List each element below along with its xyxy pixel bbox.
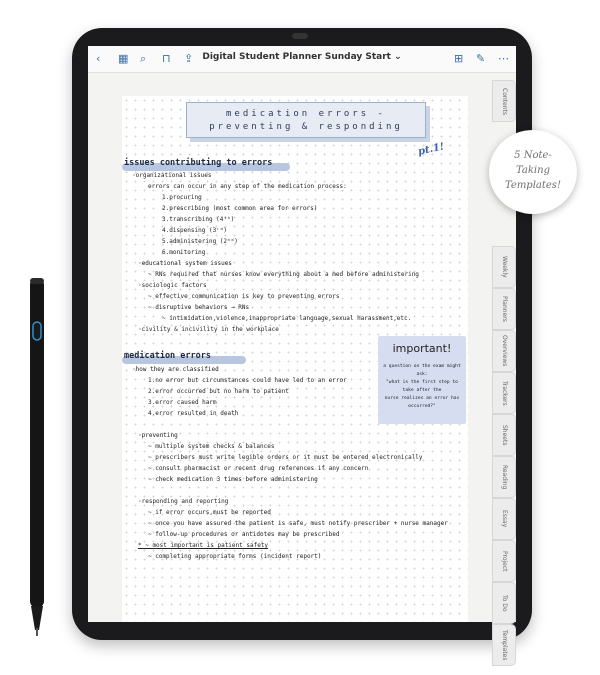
note-line: ~ check medication 3 times before administering <box>148 476 318 483</box>
notes-title-box <box>186 102 426 138</box>
bookmark-icon[interactable]: ⊓ <box>162 52 171 65</box>
note-line: 4.error resulted in death <box>148 410 239 417</box>
stylus-pencil <box>26 278 48 638</box>
important-title: important! <box>392 342 452 355</box>
important-text-line: ask: <box>416 372 428 377</box>
tab-to-do[interactable]: To Do <box>492 582 516 624</box>
document-title[interactable]: Digital Student Planner Sunday Start ⌄ <box>202 52 402 62</box>
tab-trackers[interactable]: Trackers <box>492 372 516 414</box>
note-line-important: * ~ most important is patient safety <box>138 542 269 549</box>
note-line: ~ multiple system checks & balances <box>148 443 275 450</box>
note-line: 6.monitoring <box>162 249 206 256</box>
tab-planners[interactable]: Planners <box>492 288 516 330</box>
tab-weekly[interactable]: Weekly <box>492 246 516 288</box>
note-line: 2.prescribing (most common area for errors) <box>162 205 318 212</box>
note-line: ~ if error occurs,must be reported <box>148 509 271 516</box>
note-line: ◦civility & incivility in the workplace <box>138 326 279 333</box>
new-page-icon[interactable]: ⊞ <box>454 52 464 65</box>
notes-title-line-1: medication errors - <box>226 109 386 119</box>
note-line: ◦educational system issues <box>138 260 232 267</box>
badge-line: Templates! <box>505 180 561 191</box>
note-line: ~ once you have assured the patient is safe, must notify prescriber + nurse manager <box>148 520 448 527</box>
note-line: ~ prescribers must write legible orders or it must be entered electronically <box>148 454 423 461</box>
note-line: ◦responding and reporting <box>138 498 229 505</box>
part-label: pt.1! <box>417 141 446 158</box>
note-line: ◦preventing <box>138 432 178 439</box>
important-text-line: occurred?" <box>408 404 436 409</box>
note-line: 3.transcribing (4ᵗʰ) <box>162 216 235 223</box>
section-heading-issues: issues contributing to errors <box>124 158 273 168</box>
note-line: 4.dispensing (3ʳᵈ) <box>162 227 228 234</box>
camera <box>292 33 308 39</box>
important-text-line: a question on the exam might <box>383 364 461 369</box>
section-heading-medication-errors: medication errors <box>124 351 211 361</box>
important-text-line: "what is the first step to <box>386 380 458 385</box>
app-toolbar <box>88 46 516 73</box>
note-line: ◦sociologic factors <box>138 282 207 289</box>
tab-project[interactable]: Project <box>492 540 516 582</box>
promo-badge <box>489 130 577 214</box>
note-line: ~ intimidation,violence,inappropriate language,sexual harassment,etc. <box>162 315 412 322</box>
badge-line: 5 Note- <box>514 150 552 161</box>
note-line: ~ follow-up procedures or antidotes may be prescribed <box>148 531 340 538</box>
tab-sheets[interactable]: Sheets <box>492 414 516 456</box>
tablet-screen <box>88 46 516 661</box>
more-icon[interactable]: ⋯ <box>498 52 509 65</box>
tab-essay[interactable]: Essay <box>492 498 516 540</box>
grid-icon[interactable]: ▦ <box>118 52 129 65</box>
important-callout <box>378 336 466 424</box>
note-line: ◦organizational issues <box>132 172 212 179</box>
back-chevron-icon[interactable]: ‹ <box>96 52 101 65</box>
tab-templates[interactable]: Templates <box>492 624 516 666</box>
note-line: ~ RNs required that nurses know everything about a med before administering <box>148 271 419 278</box>
share-icon[interactable]: ⇪ <box>184 52 194 65</box>
tab-overviews[interactable]: Overviews <box>492 330 516 372</box>
note-line: errors can occur in any step of the medication process: <box>148 183 347 190</box>
tab-reading[interactable]: Reading <box>492 456 516 498</box>
important-text-line: nurse realizes an error has <box>384 396 460 401</box>
note-line: ~ completing appropriate forms (incident report) <box>148 553 322 560</box>
search-icon[interactable]: ⌕ <box>140 52 147 65</box>
note-line: 2.error occurred but no harm to patient <box>148 388 289 395</box>
note-line: 3.error caused harm <box>148 399 217 406</box>
note-line: ~ effective communication is key to preventing errors <box>148 293 340 300</box>
note-line: 5.administering (2ⁿᵈ) <box>162 238 238 245</box>
tab-contents[interactable]: Contents <box>492 80 516 122</box>
note-line: 1.procuring <box>162 194 202 201</box>
badge-line: Taking <box>516 165 550 176</box>
important-text-line: take after the <box>402 388 442 393</box>
note-line: 1.no error but circumstances could have led to an error <box>148 377 347 384</box>
note-line: ◦how they are classified <box>132 366 219 373</box>
note-line: ~ consult pharmacist or recent drug references if any concern <box>148 465 369 472</box>
pen-edit-icon[interactable]: ✎ <box>476 52 486 65</box>
notes-title-line-2: preventing & responding <box>209 122 403 132</box>
note-line: ~ disruptive behaviors → RNs <box>148 304 250 311</box>
